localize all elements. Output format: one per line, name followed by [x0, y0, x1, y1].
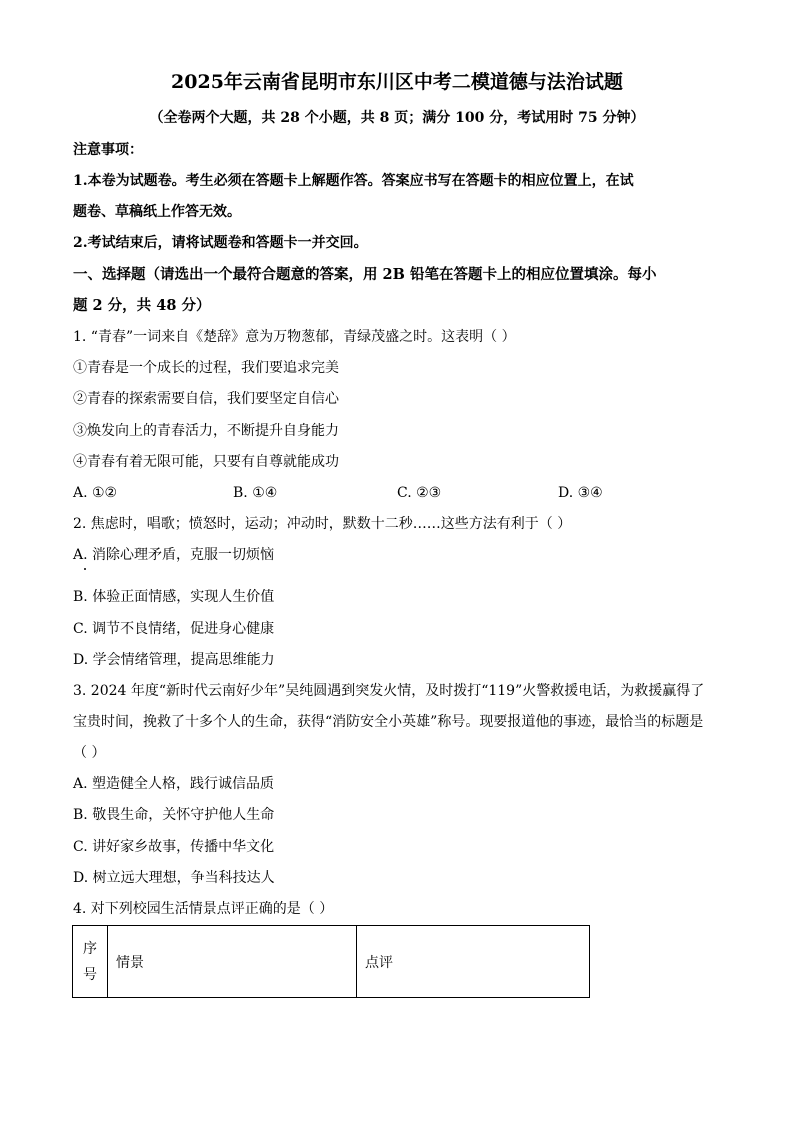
question-1-statement: ③焕发向上的青春活力，不断提升自身能力: [73, 423, 339, 439]
question-1-statement: ④青春有着无限可能，只要有自尊就能成功: [73, 454, 339, 470]
question-1-stem: 1. “青春”一词来自《楚辞》意为万物葱郁，青绿茂盛之时。这表明（ ）: [73, 329, 516, 345]
question-1-option-c: C. ②③: [397, 485, 442, 501]
table-header-comment: 点评: [357, 926, 590, 998]
section-heading-line-1: 一、选择题（请选出一个最符合题意的答案，用 2B 铅笔在答题卡上的相应位置填涂。每小: [73, 266, 657, 283]
question-1-option-d: D. ③④: [558, 485, 603, 501]
question-2-option-c: C. 调节不良情绪，促进身心健康: [73, 621, 275, 637]
table-header-index-part-1: 序: [83, 940, 97, 957]
page-title: 2025年云南省昆明市东川区中考二模道德与法治试题: [171, 71, 623, 93]
question-4-table: [72, 925, 590, 998]
question-1-statement: ①青春是一个成长的过程，我们要追求完美: [73, 360, 339, 376]
table-header-index-part-2: 号: [83, 966, 97, 983]
question-2-stem: 2. 焦虑时，唱歌；愤怒时，运动；冲动时，默数十二秒……这些方法有利于（ ）: [73, 516, 572, 532]
question-3-option-d: D. 树立远大理想，争当科技达人: [73, 870, 275, 886]
question-2-option-a: A. 消除心理矛盾，克服一切烦恼: [73, 547, 275, 563]
question-3-stem-line-1: 3. 2024 年度“新时代云南好少年”吴纯圆遇到突发火情，及时拨打“119”火警救援电话，为救援赢得了: [73, 683, 705, 699]
notice-item-2: 2.考试结束后，请将试题卷和答题卡一并交回。: [73, 235, 368, 251]
section-heading-line-2: 题 2 分，共 48 分）: [73, 297, 211, 314]
notice-item-1-line-1: 1.本卷为试题卷。考生必须在答题卡上解题作答。答案应书写在答题卡的相应位置上，在试: [73, 173, 634, 189]
question-4-stem: 4. 对下列校园生活情景点评正确的是（ ）: [73, 901, 334, 917]
question-3-option-c: C. 讲好家乡故事，传播中华文化: [73, 839, 275, 855]
question-1-statement: ②青春的探索需要自信，我们要坚定自信心: [73, 391, 339, 407]
question-2-option-d: D. 学会情绪管理，提高思维能力: [73, 652, 275, 668]
question-1-option-a: A. ①②: [73, 485, 118, 501]
question-3-option-a: A. 塑造健全人格，践行诚信品质: [73, 776, 275, 792]
question-2-option-b: B. 体验正面情感，实现人生价值: [73, 589, 275, 605]
exam-info: （全卷两个大题，共 28 个小题，共 8 页；满分 100 分，考试用时 75 分钟）: [149, 110, 645, 126]
stray-mark: [84, 568, 86, 570]
notice-heading: 注意事项：: [73, 142, 143, 158]
question-3-stem-line-2: 宝贵时间，挽救了十多个人的生命，获得“消防安全小英雄”称号。现要报道他的事迹，最恰当的标题是: [73, 714, 704, 730]
table-header-index: [73, 926, 108, 998]
notice-item-1-line-2: 题卷、草稿纸上作答无效。: [73, 204, 241, 220]
table-header-row: [73, 926, 590, 998]
question-3-stem-line-3: （ ）: [73, 745, 106, 761]
question-3-option-b: B. 敬畏生命，关怀守护他人生命: [73, 807, 275, 823]
question-1-option-b: B. ①④: [233, 485, 278, 501]
table-header-scenario: 情景: [108, 926, 357, 998]
